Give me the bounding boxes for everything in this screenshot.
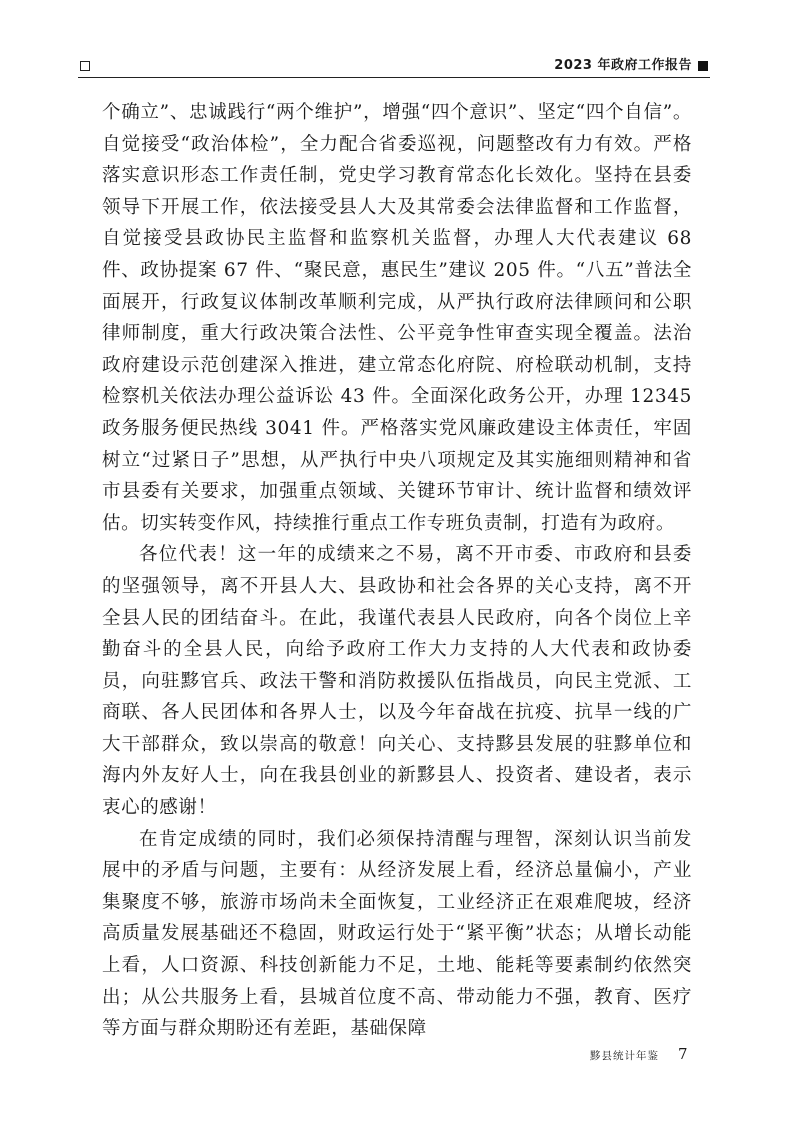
running-header [78,58,710,78]
header-title: 2023 年政府工作报告 [554,58,692,73]
footer-publication-label: 黟县统计年鉴 [590,1050,659,1062]
checkbox-square-icon [80,61,90,71]
page-footer [590,1046,700,1066]
document-body [102,97,692,1045]
header-divider [78,77,710,78]
paragraph-thanks: 各位代表！这一年的成绩来之不易，离不开市委、市政府和县委的坚强领导，离不开县人大、县政协和社会各界的关心支持，离不开全县人民的团结奋斗。在此，我谨代表县人民政府，向各个岗位上辛勤奋斗的全县人民，向给予政府工作大力支持的人大代表和政协委员，向驻黟官兵、政法干警和消防救援队伍指战员，向民主党派、工商联、各人民团体和各界人士，以及今年奋战在抗疫、抗旱一线的广大干部群众，致以崇高的敬意！向关心、支持黟县发展的驻黟单位和海内外友好人士，向在我县创业的新黟县人、投资者、建设者，表示衷心的感谢！ [102,544,692,819]
paragraph-continuation: 个确立”、忠诚践行“两个维护”，增强“四个意识”、坚定“四个自信”。自觉接受“政治体检”，全力配合省委巡视，问题整改有力有效。严格落实意识形态工作责任制，党史学习教育常态化长效化。坚持在县委领导下开展工作，依法接受县人大及其常委会法律监督和工作监督，自觉接受县政协民主监督和监察机关监督，办理人大代表建议 68 件、政协提案 67 件、“聚民意，惠民生”建议 205 件。“八五”普法全面展开，行政复议体制改革顺利完成，从严执行政府法律顾问和公职律师制度，重大行政决策合法性、公平竞争性审查实现全覆盖。法治政府建设示范创建深入推进，建立常态化府院、府检联动机制，支持检察机关依法办理公益诉讼 43 件。全面深化政务公开，办理 12345 政务服务便民热线 3041 件。严格落实党风廉政建设主体责任，牢固树立“过紧日子”思想，从严执行中央八项规定及其实施细则精神和省市县委有关要求，加强重点领域、关键环节审计、统计监督和绩效评估。切实转变作风，持续推行重点工作专班负责制，打造有为政府。 [102,102,692,534]
paragraph-problems: 在肯定成绩的同时，我们必须保持清醒与理智，深刻认识当前发展中的矛盾与问题，主要有：从经济发展上看，经济总量偏小，产业集聚度不够，旅游市场尚未全面恢复，工业经济正在艰难爬坡，经济高质量发展基础还不稳固，财政运行处于“紧平衡”状态；从增长动能上看，人口资源、科技创新能力不足，土地、能耗等要素制约依然突出；从公共服务上看，县城首位度不高、带动能力不强，教育、医疗等方面与群众期盼还有差距，基础保障 [102,828,692,1040]
filled-square-icon [698,61,708,71]
page-number: 7 [678,1045,688,1063]
